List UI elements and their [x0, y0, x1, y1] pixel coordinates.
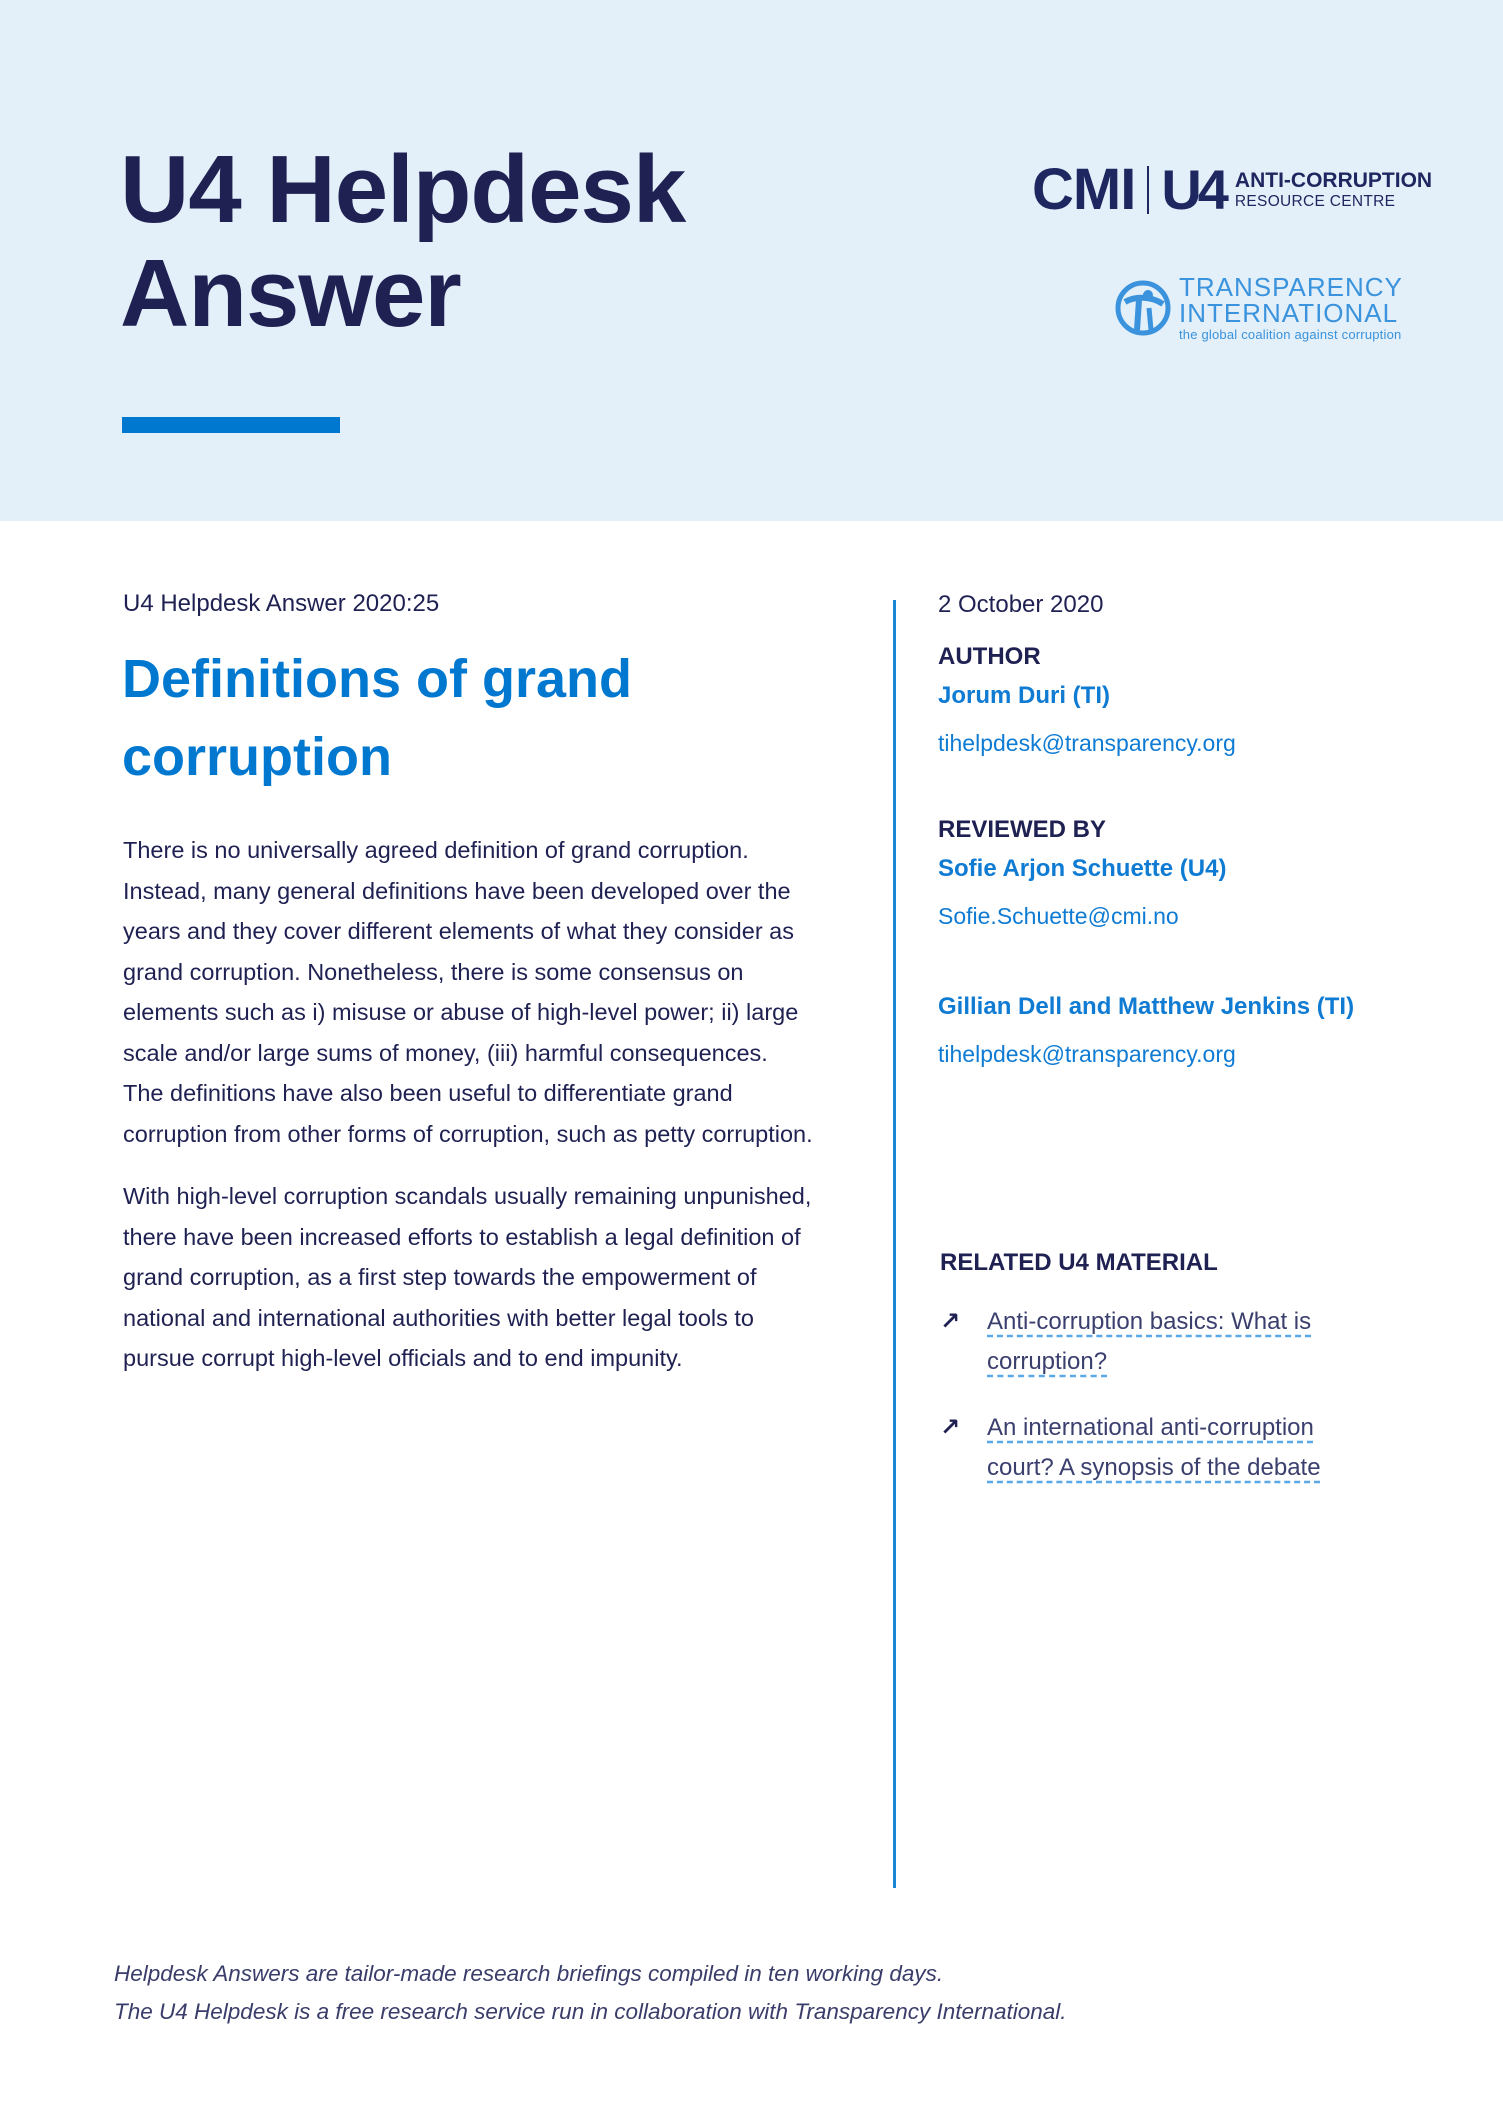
related-link[interactable]: An international anti-corruption court? A synopsis of the debate	[987, 1414, 1321, 1481]
arrow-up-right-icon: ↗	[940, 1414, 961, 1441]
page-title	[120, 138, 685, 346]
page-title-line1: U4 Helpdesk	[120, 136, 686, 243]
u4-logo-line2: RESOURCE CENTRE	[1234, 193, 1396, 211]
related-item[interactable]	[940, 1302, 1380, 1382]
ti-logo-tagline: the global coalition against corruption	[1179, 327, 1402, 342]
column-divider	[893, 600, 896, 1888]
u4-logo-mark: U4	[1161, 158, 1225, 221]
paragraph: There is no universally agreed definition of grand corruption. Instead, many general definitions have been developed over the years and they cover different elements of what they consider as grand corruption. Nonetheless, there is some consensus on elements such as i) misuse or abuse of high-level power; ii) large scale and/or large sums of money, (iii) harmful consequences. The definitions have also been useful to differentiate grand corruption from other forms of corruption, such as petty corruption.	[123, 837, 813, 1147]
related-heading: RELATED U4 MATERIAL	[940, 1249, 1218, 1276]
reviewer-email-link[interactable]: Sofie.Schuette@cmi.no	[938, 903, 1179, 929]
ti-logo-line1: TRANSPARENCY	[1179, 272, 1403, 302]
ti-globe-icon	[1115, 280, 1171, 336]
ti-logo-line2: INTERNATIONAL	[1179, 298, 1399, 328]
author-email-link[interactable]: tihelpdesk@transparency.org	[938, 730, 1236, 756]
reviewed-by-heading: REVIEWED BY	[938, 816, 1107, 843]
transparency-international-logo	[1115, 274, 1403, 341]
footer-line: Helpdesk Answers are tailor-made research briefings compiled in ten working days.	[114, 1961, 944, 1986]
u4-logo-line1: ANTI-CORRUPTION	[1234, 169, 1433, 193]
reviewer-name: Sofie Arjon Schuette (U4)	[938, 855, 1227, 882]
article-title: Definitions of grand corruption	[122, 649, 632, 787]
footer-note	[114, 1955, 1067, 2031]
logo-divider	[1147, 166, 1149, 214]
related-item[interactable]	[940, 1408, 1380, 1488]
article-body	[123, 830, 813, 1401]
accent-bar	[122, 417, 340, 433]
footer-line: The U4 Helpdesk is a free research service run in collaboration with Transparency International.	[114, 1999, 1067, 2024]
sidebar	[938, 590, 1418, 1069]
cmi-u4-logo	[1032, 157, 1433, 222]
arrow-up-right-icon: ↗	[940, 1308, 961, 1335]
page-title-line2: Answer	[120, 240, 461, 347]
cmi-logo-text: CMI	[1032, 157, 1136, 222]
reviewer-name: Gillian Dell and Matthew Jenkins (TI)	[938, 993, 1355, 1020]
paragraph: With high-level corruption scandals usually remaining unpunished, there have been increased efforts to establish a legal definition of grand corruption, as a first step towards the empowerment of national and international authorities with better legal tools to pursue corrupt high-level officials and to end impunity.	[123, 1183, 812, 1371]
related-link[interactable]: Anti-corruption basics: What is corruption?	[987, 1308, 1312, 1375]
series-label: U4 Helpdesk Answer 2020:25	[123, 590, 440, 617]
related-material	[940, 1248, 1380, 1514]
author-name: Jorum Duri (TI)	[938, 682, 1110, 709]
ti-logo-words	[1179, 274, 1403, 341]
reviewer-email-link[interactable]: tihelpdesk@transparency.org	[938, 1041, 1236, 1067]
author-heading: AUTHOR	[938, 643, 1041, 670]
u4-logo-words	[1235, 170, 1432, 210]
publication-date: 2 October 2020	[938, 591, 1104, 618]
